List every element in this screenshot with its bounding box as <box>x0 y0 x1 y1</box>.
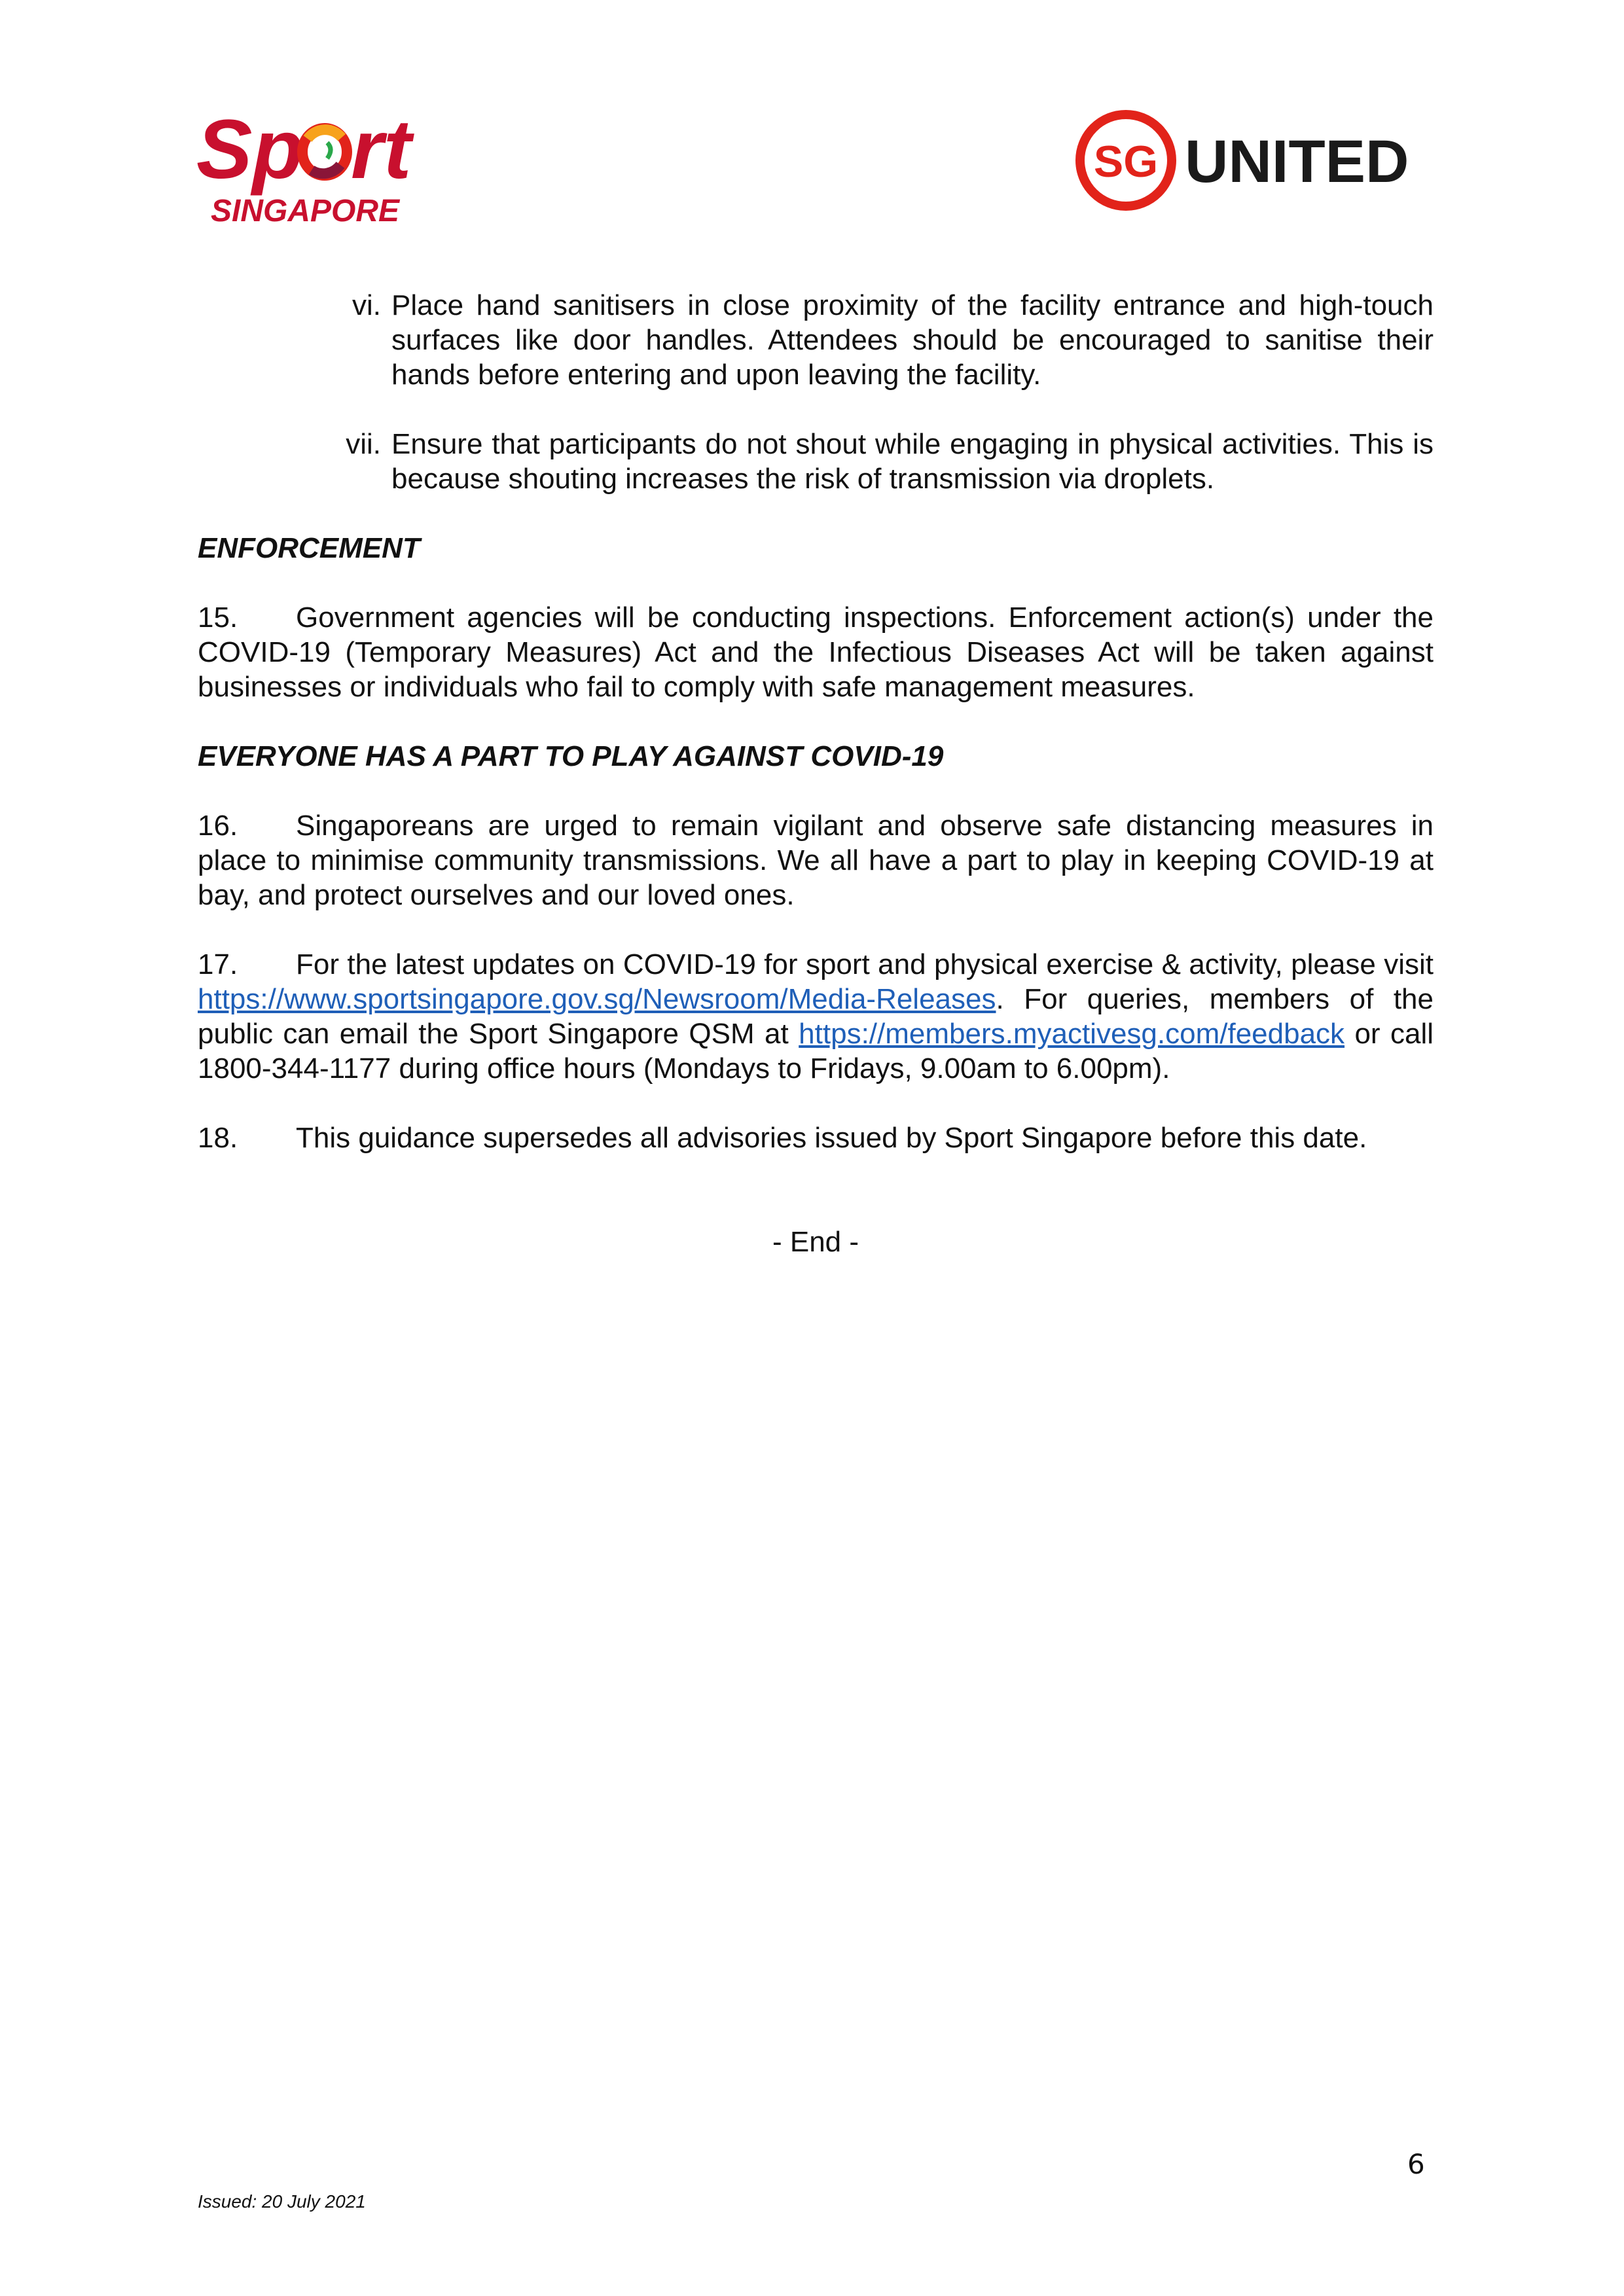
sport-singapore-logo <box>196 105 445 229</box>
paragraph-text: or call 1800-344-1177 during office hours (Mondays to Fridays, 9.00am to 6.00pm). <box>198 1018 1434 1085</box>
svg-text:rt: rt <box>351 105 412 196</box>
list-item-text: Place hand sanitisers in close proximity of the facility entrance and high-touch surfaces like door handles. Attendees should be encouraged to sanitise their hands before entering and upon leaving the facility. <box>391 289 1434 391</box>
sport-logo-ring-icon <box>302 128 347 175</box>
everyone-heading: EVERYONE HAS A PART TO PLAY AGAINST COVID-19 <box>198 740 944 772</box>
paragraph-text: . For queries, members of the public can email the Sport Singapore QSM at <box>198 983 1434 1050</box>
svg-text:Sp: Sp <box>196 105 304 196</box>
svg-text:SG: SG <box>1093 137 1159 187</box>
paragraph-text: Singaporeans are urged to remain vigilant and observe safe distancing measures in place to minimise community transmissions. We all have a part to play in keeping COVID-19 at bay, and protect ourselves and our loved ones. <box>198 810 1434 911</box>
issued-date: Issued: 20 July 2021 <box>198 2191 366 2212</box>
document-body <box>198 288 1434 1288</box>
list-item-number: vi. <box>352 289 381 321</box>
paragraph-number: 18. <box>198 1122 238 1154</box>
enforcement-heading: ENFORCEMENT <box>198 532 420 564</box>
svg-text:SINGAPORE: SINGAPORE <box>211 194 400 228</box>
paragraph-18 <box>198 1121 1434 1155</box>
page-number: 6 <box>1407 2148 1425 2180</box>
paragraph-15 <box>198 600 1434 704</box>
media-releases-link[interactable]: https://www.sportsingapore.gov.sg/Newsroom/Media-Releases <box>198 983 996 1015</box>
end-marker: - End - <box>772 1226 859 1258</box>
list-item-number: vii. <box>346 428 381 460</box>
paragraph-number: 15. <box>198 601 238 634</box>
paragraph-16 <box>198 808 1434 912</box>
paragraph-17 <box>198 947 1434 1086</box>
paragraph-text: Government agencies will be conducting inspections. Enforcement action(s) under the COVID-19 (Temporary Measures) Act and the Infectious Diseases Act will be taken against businesses or individuals who fail to comply with safe management measures. <box>198 601 1434 703</box>
paragraph-text: For the latest updates on COVID-19 for sport and physical exercise & activity, please visit <box>296 948 1434 980</box>
list-item-text: Ensure that participants do not shout while engaging in physical activities. This is because shouting increases the risk of transmission via droplets. <box>391 428 1434 495</box>
paragraph-number: 17. <box>198 948 238 980</box>
feedback-link[interactable]: https://members.myactivesg.com/feedback <box>799 1018 1345 1050</box>
list-item-vii <box>198 427 1434 496</box>
paragraph-text: This guidance supersedes all advisories issued by Sport Singapore before this date. <box>296 1122 1367 1154</box>
list-item-vi <box>198 288 1434 392</box>
svg-text:UNITED: UNITED <box>1185 128 1409 195</box>
paragraph-number: 16. <box>198 810 238 842</box>
sg-united-logo <box>1074 105 1427 216</box>
